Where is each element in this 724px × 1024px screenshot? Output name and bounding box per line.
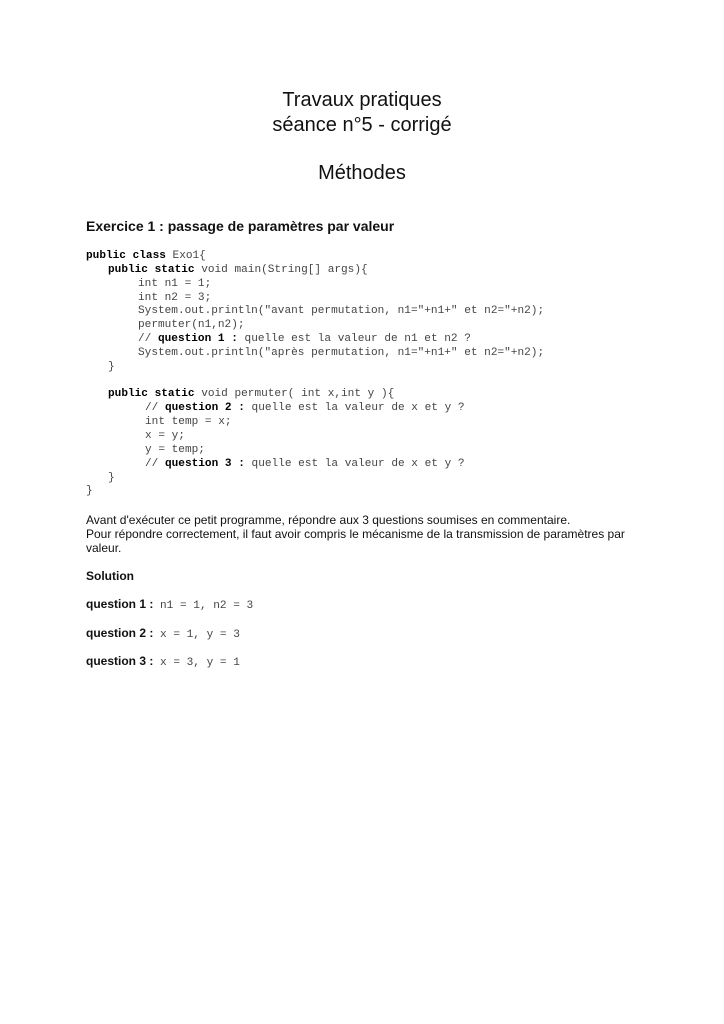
code-line: int temp = x; xyxy=(145,416,232,429)
code-line: } xyxy=(108,360,115,373)
answer-label: question 3 : xyxy=(86,654,154,668)
solution-heading: Solution xyxy=(86,569,134,583)
code-keyword: public static xyxy=(108,388,195,401)
instruction-line-2: Pour répondre correctement, il faut avoir compris le mécanisme de la transmission de paramètres par valeur. xyxy=(86,527,625,555)
code-question-label: question 1 : xyxy=(157,333,238,346)
code-line xyxy=(86,250,544,264)
code-line: x = y; xyxy=(145,429,185,442)
doc-title: Travaux pratiques xyxy=(282,89,442,111)
answer-value: x = 3, y = 1 xyxy=(153,657,240,669)
doc-topic: Méthodes xyxy=(318,162,406,184)
code-line: int n2 = 3; xyxy=(138,291,212,304)
code-keyword: public class xyxy=(86,250,166,262)
code-line xyxy=(86,333,544,347)
code-line: System.out.println("après permutation, n1="+n1+" et n2="+n2); xyxy=(138,346,545,359)
code-line xyxy=(86,264,544,278)
code-line xyxy=(86,388,544,402)
instruction-line-1: Avant d'exécuter ce petit programme, répondre aux 3 questions soumises en commentaire. xyxy=(86,513,571,527)
exercise-heading: Exercice 1 : passage de paramètres par valeur xyxy=(86,218,395,234)
code-comment: quelle est la valeur de n1 et n2 ? xyxy=(237,333,471,346)
answer-label: question 2 : xyxy=(86,626,154,640)
answer-3 xyxy=(86,654,240,669)
answer-2 xyxy=(86,626,240,641)
code-line xyxy=(86,402,544,416)
code-line: System.out.println("avant permutation, n1="+n1+" et n2="+n2); xyxy=(138,305,545,318)
code-text: void permuter( int x,int y ){ xyxy=(194,388,395,401)
code-line: y = temp; xyxy=(145,443,205,456)
code-line: } xyxy=(86,485,93,498)
code-line: permuter(n1,n2); xyxy=(138,319,245,332)
answer-label: question 1 : xyxy=(86,597,154,611)
code-line: } xyxy=(108,471,115,484)
code-question-label: question 2 : xyxy=(164,402,245,415)
answer-value: x = 1, y = 3 xyxy=(153,629,240,641)
answer-value: n1 = 1, n2 = 3 xyxy=(153,600,254,612)
code-block xyxy=(86,250,544,499)
code-text: void main(String[] args){ xyxy=(194,263,368,276)
code-comment: // xyxy=(138,333,158,346)
code-comment: quelle est la valeur de x et y ? xyxy=(244,402,465,415)
code-line xyxy=(86,458,544,472)
code-comment: // xyxy=(145,402,165,415)
code-line: int n1 = 1; xyxy=(138,277,212,290)
code-blank-line xyxy=(86,375,544,389)
code-keyword: public static xyxy=(108,263,195,276)
instructions xyxy=(86,513,646,555)
code-comment: quelle est la valeur de x et y ? xyxy=(244,457,465,470)
code-text: Exo1{ xyxy=(165,250,206,262)
code-comment: // xyxy=(145,457,165,470)
code-question-label: question 3 : xyxy=(164,457,245,470)
doc-subtitle: séance n°5 - corrigé xyxy=(272,114,452,136)
answer-1 xyxy=(86,597,253,612)
